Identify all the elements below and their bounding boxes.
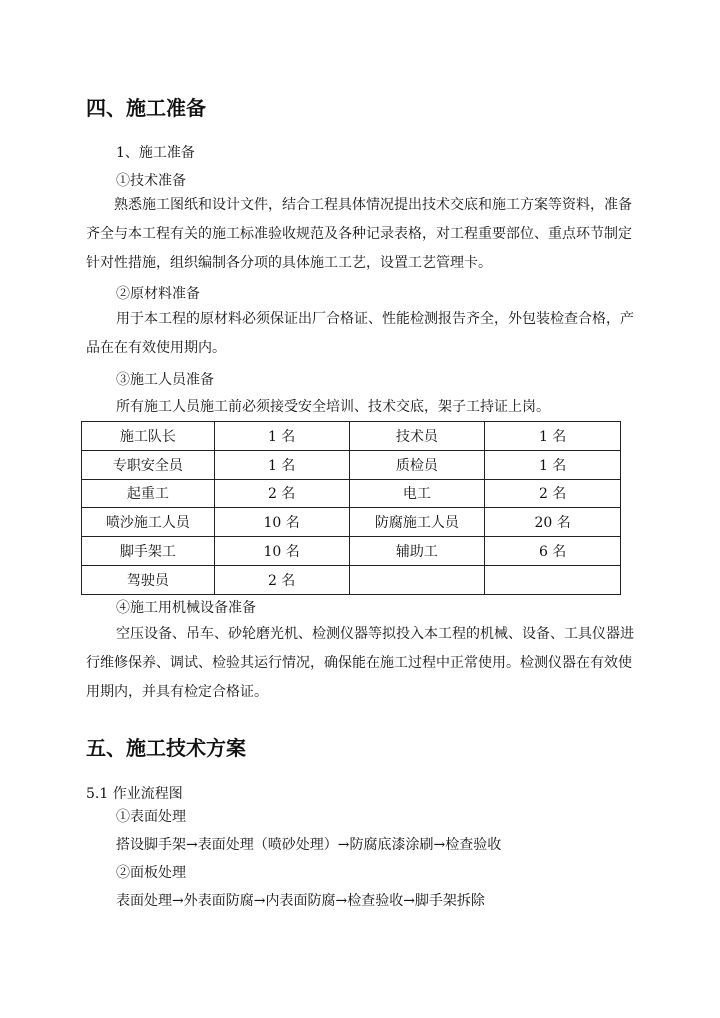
table-cell	[349, 565, 485, 594]
table-cell: 10 名	[214, 537, 349, 566]
paragraph-equipment: 空压设备、吊车、砂轮磨光机、检测仪器等拟投入本工程的机械、设备、工具仪器进行维修保养、调试、检验其运行情况，确保能在施工过程中正常使用。检测仪器在有效使用期内，并具有检定合格证。	[86, 626, 634, 700]
table-cell: 脚手架工	[82, 537, 215, 566]
item-title-technical-prep: ①技术准备	[116, 173, 186, 189]
item-title-surface-treatment: ①表面处理	[116, 809, 186, 825]
table-cell: 质检员	[349, 450, 485, 479]
table-cell: 驾驶员	[82, 565, 215, 594]
table-row	[82, 479, 621, 508]
table-cell: 6 名	[485, 537, 621, 566]
table-row	[82, 508, 621, 537]
table-cell: 防腐施工人员	[349, 508, 485, 537]
table-cell: 1 名	[214, 422, 349, 451]
table-cell	[485, 565, 621, 594]
table-cell: 1 名	[485, 450, 621, 479]
paragraph-technical-prep: 熟悉施工图纸和设计文件，结合工程具体情况提出技术交底和施工方案等资料，准备齐全与本工程有关的施工标准验收规范及各种记录表格，对工程重要部位、重点环节制定针对性措施，组织编制各分项的具体施工工艺，设置工艺管理卡。	[86, 197, 632, 271]
table-cell: 喷沙施工人员	[82, 508, 215, 537]
paragraph-personnel: 所有施工人员施工前必须接受安全培训、技术交底，架子工持证上岗。	[116, 399, 550, 415]
table-cell: 2 名	[214, 479, 349, 508]
table-cell: 2 名	[485, 479, 621, 508]
heading-section-5: 五、施工技术方案	[86, 736, 246, 760]
table-cell: 专职安全员	[82, 450, 215, 479]
table-cell: 辅助工	[349, 537, 485, 566]
subheading-workflow: 5.1 作业流程图	[86, 786, 183, 802]
table-row	[82, 565, 621, 594]
staff-table	[81, 421, 621, 595]
item-title-equipment: ④施工用机械设备准备	[116, 600, 256, 616]
table-row	[82, 422, 621, 451]
heading-section-4: 四、施工准备	[86, 96, 206, 120]
table-row	[82, 450, 621, 479]
table-cell: 2 名	[214, 565, 349, 594]
table-cell: 10 名	[214, 508, 349, 537]
flow-surface-treatment: 搭设脚手架→表面处理（喷砂处理）→防腐底漆涂刷→检查验收	[116, 837, 502, 853]
table-cell: 电工	[349, 479, 485, 508]
table-cell: 技术员	[349, 422, 485, 451]
item-title-personnel: ③施工人员准备	[116, 372, 214, 388]
table-cell: 1 名	[485, 422, 621, 451]
flow-panel-treatment: 表面处理→外表面防腐→内表面防腐→检查验收→脚手架拆除	[116, 893, 485, 909]
item-title-panel-treatment: ②面板处理	[116, 865, 186, 881]
paragraph-raw-materials: 用于本工程的原材料必须保证出厂合格证、性能检测报告齐全，外包装检查合格，产品在在有效使用期内。	[86, 311, 634, 356]
subheading-construction-prep: 1、施工准备	[116, 145, 195, 161]
table-cell: 20 名	[485, 508, 621, 537]
table-cell: 施工队长	[82, 422, 215, 451]
table-cell: 起重工	[82, 479, 215, 508]
table-row	[82, 537, 621, 566]
table-cell: 1 名	[214, 450, 349, 479]
item-title-raw-materials: ②原材料准备	[116, 286, 200, 302]
